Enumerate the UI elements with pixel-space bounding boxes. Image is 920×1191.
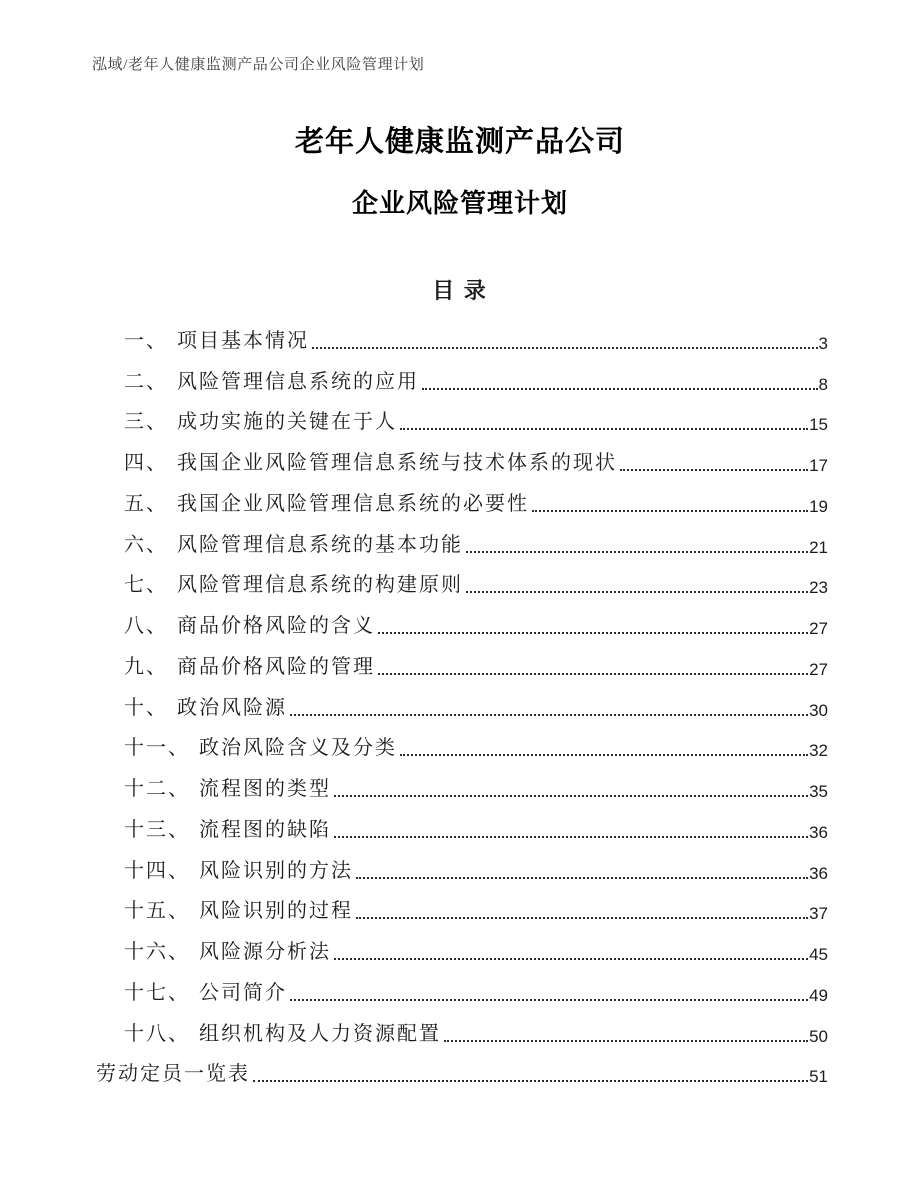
toc-entry-number: 十五、	[124, 900, 190, 923]
toc-entry-title: 项目基本情况	[177, 329, 309, 352]
toc-entry-number: 十二、	[124, 778, 190, 800]
toc-entry[interactable]	[96, 800, 828, 841]
toc-page-number: 27	[809, 619, 828, 638]
toc-entry[interactable]	[96, 311, 828, 352]
toc-page-number: 27	[809, 659, 828, 679]
toc-page-number: 30	[809, 700, 828, 720]
toc-page-number: 51	[809, 1067, 828, 1087]
page-subtitle: 企业风险管理计划	[351, 188, 568, 218]
toc-leader-dots	[620, 469, 808, 471]
toc-entry[interactable]	[96, 963, 828, 1004]
toc-leader-dots	[334, 836, 808, 838]
toc-page-number: 35	[809, 782, 828, 801]
toc-entry[interactable]	[96, 433, 828, 474]
toc-page-number: 50	[809, 1026, 828, 1046]
toc-entry-number: 十六、	[124, 941, 190, 963]
toc-entry-title: 风险识别的过程	[199, 900, 353, 923]
toc-entry-title: 政治风险含义及分类	[199, 737, 397, 760]
toc-page-number: 36	[809, 863, 828, 883]
toc-leader-dots	[290, 714, 808, 716]
toc-entry[interactable]	[96, 882, 828, 923]
toc-entry[interactable]	[96, 474, 828, 515]
toc-leader-dots	[466, 591, 808, 593]
toc-leader-dots	[422, 388, 818, 390]
toc-entry-number: 一、	[124, 329, 168, 352]
toc-entry-title: 风险管理信息系统的构建原则	[177, 574, 463, 597]
toc-entry[interactable]	[96, 922, 828, 963]
toc-entry-title: 政治风险源	[177, 696, 287, 719]
toc-leader-dots	[378, 632, 808, 634]
toc-page-number: 15	[809, 415, 828, 435]
toc-page-number: 21	[809, 537, 828, 557]
toc-entry-number: 三、	[124, 411, 168, 434]
toc-entry[interactable]	[96, 841, 828, 882]
toc-entry[interactable]	[96, 759, 828, 800]
toc-page-number: 45	[809, 945, 828, 964]
toc-leader-dots	[400, 428, 808, 430]
toc-entry[interactable]	[96, 637, 828, 678]
toc-leader-dots	[290, 999, 808, 1001]
toc-list	[96, 311, 828, 1085]
toc-entry-title: 公司简介	[199, 981, 287, 1004]
toc-entry-title: 我国企业风险管理信息系统与技术体系的现状	[177, 452, 617, 474]
toc-leader-dots	[466, 551, 808, 553]
toc-entry-title: 商品价格风险的含义	[177, 615, 375, 637]
toc-entry-number: 八、	[124, 615, 168, 637]
toc-page-number: 37	[809, 904, 828, 924]
toc-page-number: 17	[809, 456, 828, 475]
toc-entry-number: 十七、	[124, 981, 190, 1004]
toc-entry[interactable]	[96, 393, 828, 434]
toc-entry-title: 风险识别的方法	[199, 859, 353, 882]
toc-entry[interactable]	[96, 1004, 828, 1045]
toc-entry-number: 六、	[124, 533, 168, 556]
document-header: 泓域/老年人健康监测产品公司企业风险管理计划	[92, 57, 425, 73]
toc-entry-number: 十八、	[124, 1022, 190, 1045]
toc-page-number: 19	[809, 496, 828, 516]
toc-entry-title: 风险管理信息系统的应用	[177, 370, 419, 393]
toc-page-number: 36	[809, 822, 828, 842]
toc-leader-dots	[378, 673, 808, 675]
toc-entry-title: 劳动定员一览表	[96, 1063, 250, 1086]
toc-page-number: 3	[818, 333, 828, 353]
toc-page-number: 32	[809, 741, 828, 761]
toc-entry[interactable]	[96, 515, 828, 556]
toc-entry-title: 风险源分析法	[199, 941, 331, 963]
toc-page-number: 23	[809, 578, 828, 598]
toc-entry-number: 二、	[124, 370, 168, 393]
toc-heading: 目 录	[432, 278, 488, 303]
toc-leader-dots	[400, 754, 808, 756]
toc-leader-dots	[356, 877, 808, 879]
toc-leader-dots	[312, 347, 818, 349]
toc-leader-dots	[532, 510, 808, 512]
toc-page-number: 49	[809, 985, 828, 1005]
toc-leader-dots	[253, 1080, 808, 1082]
page-title: 老年人健康监测产品公司	[294, 126, 625, 158]
toc-entry-number: 四、	[124, 452, 168, 474]
toc-entry[interactable]	[96, 352, 828, 393]
toc-entry-number: 九、	[124, 655, 168, 678]
toc-entry-title: 成功实施的关键在于人	[177, 411, 397, 434]
toc-entry-title: 组织机构及人力资源配置	[199, 1022, 441, 1045]
toc-entry[interactable]	[96, 719, 828, 760]
toc-entry-number: 十一、	[124, 737, 190, 760]
toc-entry-title: 风险管理信息系统的基本功能	[177, 533, 463, 556]
toc-entry-number: 五、	[124, 492, 168, 515]
toc-entry-title: 流程图的类型	[199, 778, 331, 800]
toc-entry[interactable]	[96, 596, 828, 637]
toc-entry[interactable]	[96, 556, 828, 597]
toc-entry-number: 十三、	[124, 818, 190, 841]
toc-entry[interactable]	[96, 1045, 828, 1086]
toc-entry-title: 商品价格风险的管理	[177, 655, 375, 678]
toc-entry-number: 十、	[124, 696, 168, 719]
toc-entry[interactable]	[96, 678, 828, 719]
toc-entry-number: 七、	[124, 574, 168, 597]
toc-entry-title: 我国企业风险管理信息系统的必要性	[177, 492, 529, 515]
toc-entry-title: 流程图的缺陷	[199, 818, 331, 841]
toc-leader-dots	[444, 1040, 808, 1042]
toc-leader-dots	[356, 917, 808, 919]
toc-leader-dots	[334, 795, 808, 797]
toc-page-number: 8	[818, 374, 828, 394]
toc-leader-dots	[334, 958, 808, 960]
toc-entry-number: 十四、	[124, 859, 190, 882]
